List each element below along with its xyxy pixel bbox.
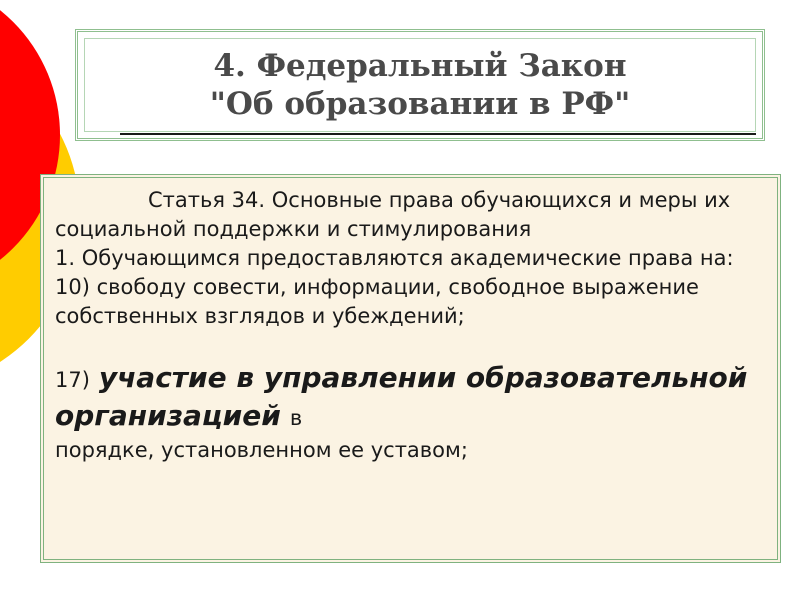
- article-text: [55, 186, 769, 465]
- item-10: 10) свободу совести, информации, свободное выражение собственных взглядов и убеждений;: [55, 275, 699, 328]
- title-line-2: "Об образовании в РФ": [209, 86, 631, 122]
- item-17-emphasis: участие в управлении образовательной организацией: [55, 361, 748, 432]
- title-underline: [120, 133, 756, 135]
- paragraph-gap: [55, 331, 769, 360]
- content-frame: [43, 177, 778, 560]
- title-frame: [77, 31, 763, 139]
- article-heading: [55, 186, 769, 244]
- item-17-inline-text: в: [289, 406, 303, 430]
- title-inner-frame: [84, 38, 756, 132]
- title-line-1: 4. Федеральный Закон: [213, 48, 627, 84]
- item-17-number: 17): [55, 368, 90, 392]
- article-heading-text: Статья 34. Основные права обучающихся и меры их социальной поддержки и стимулирования: [55, 188, 731, 241]
- item-17-continuation: порядке, установленном ее уставом;: [55, 438, 468, 462]
- item-17: [55, 360, 769, 436]
- item-1: 1. Обучающимся предоставляются академические права на:: [55, 246, 734, 270]
